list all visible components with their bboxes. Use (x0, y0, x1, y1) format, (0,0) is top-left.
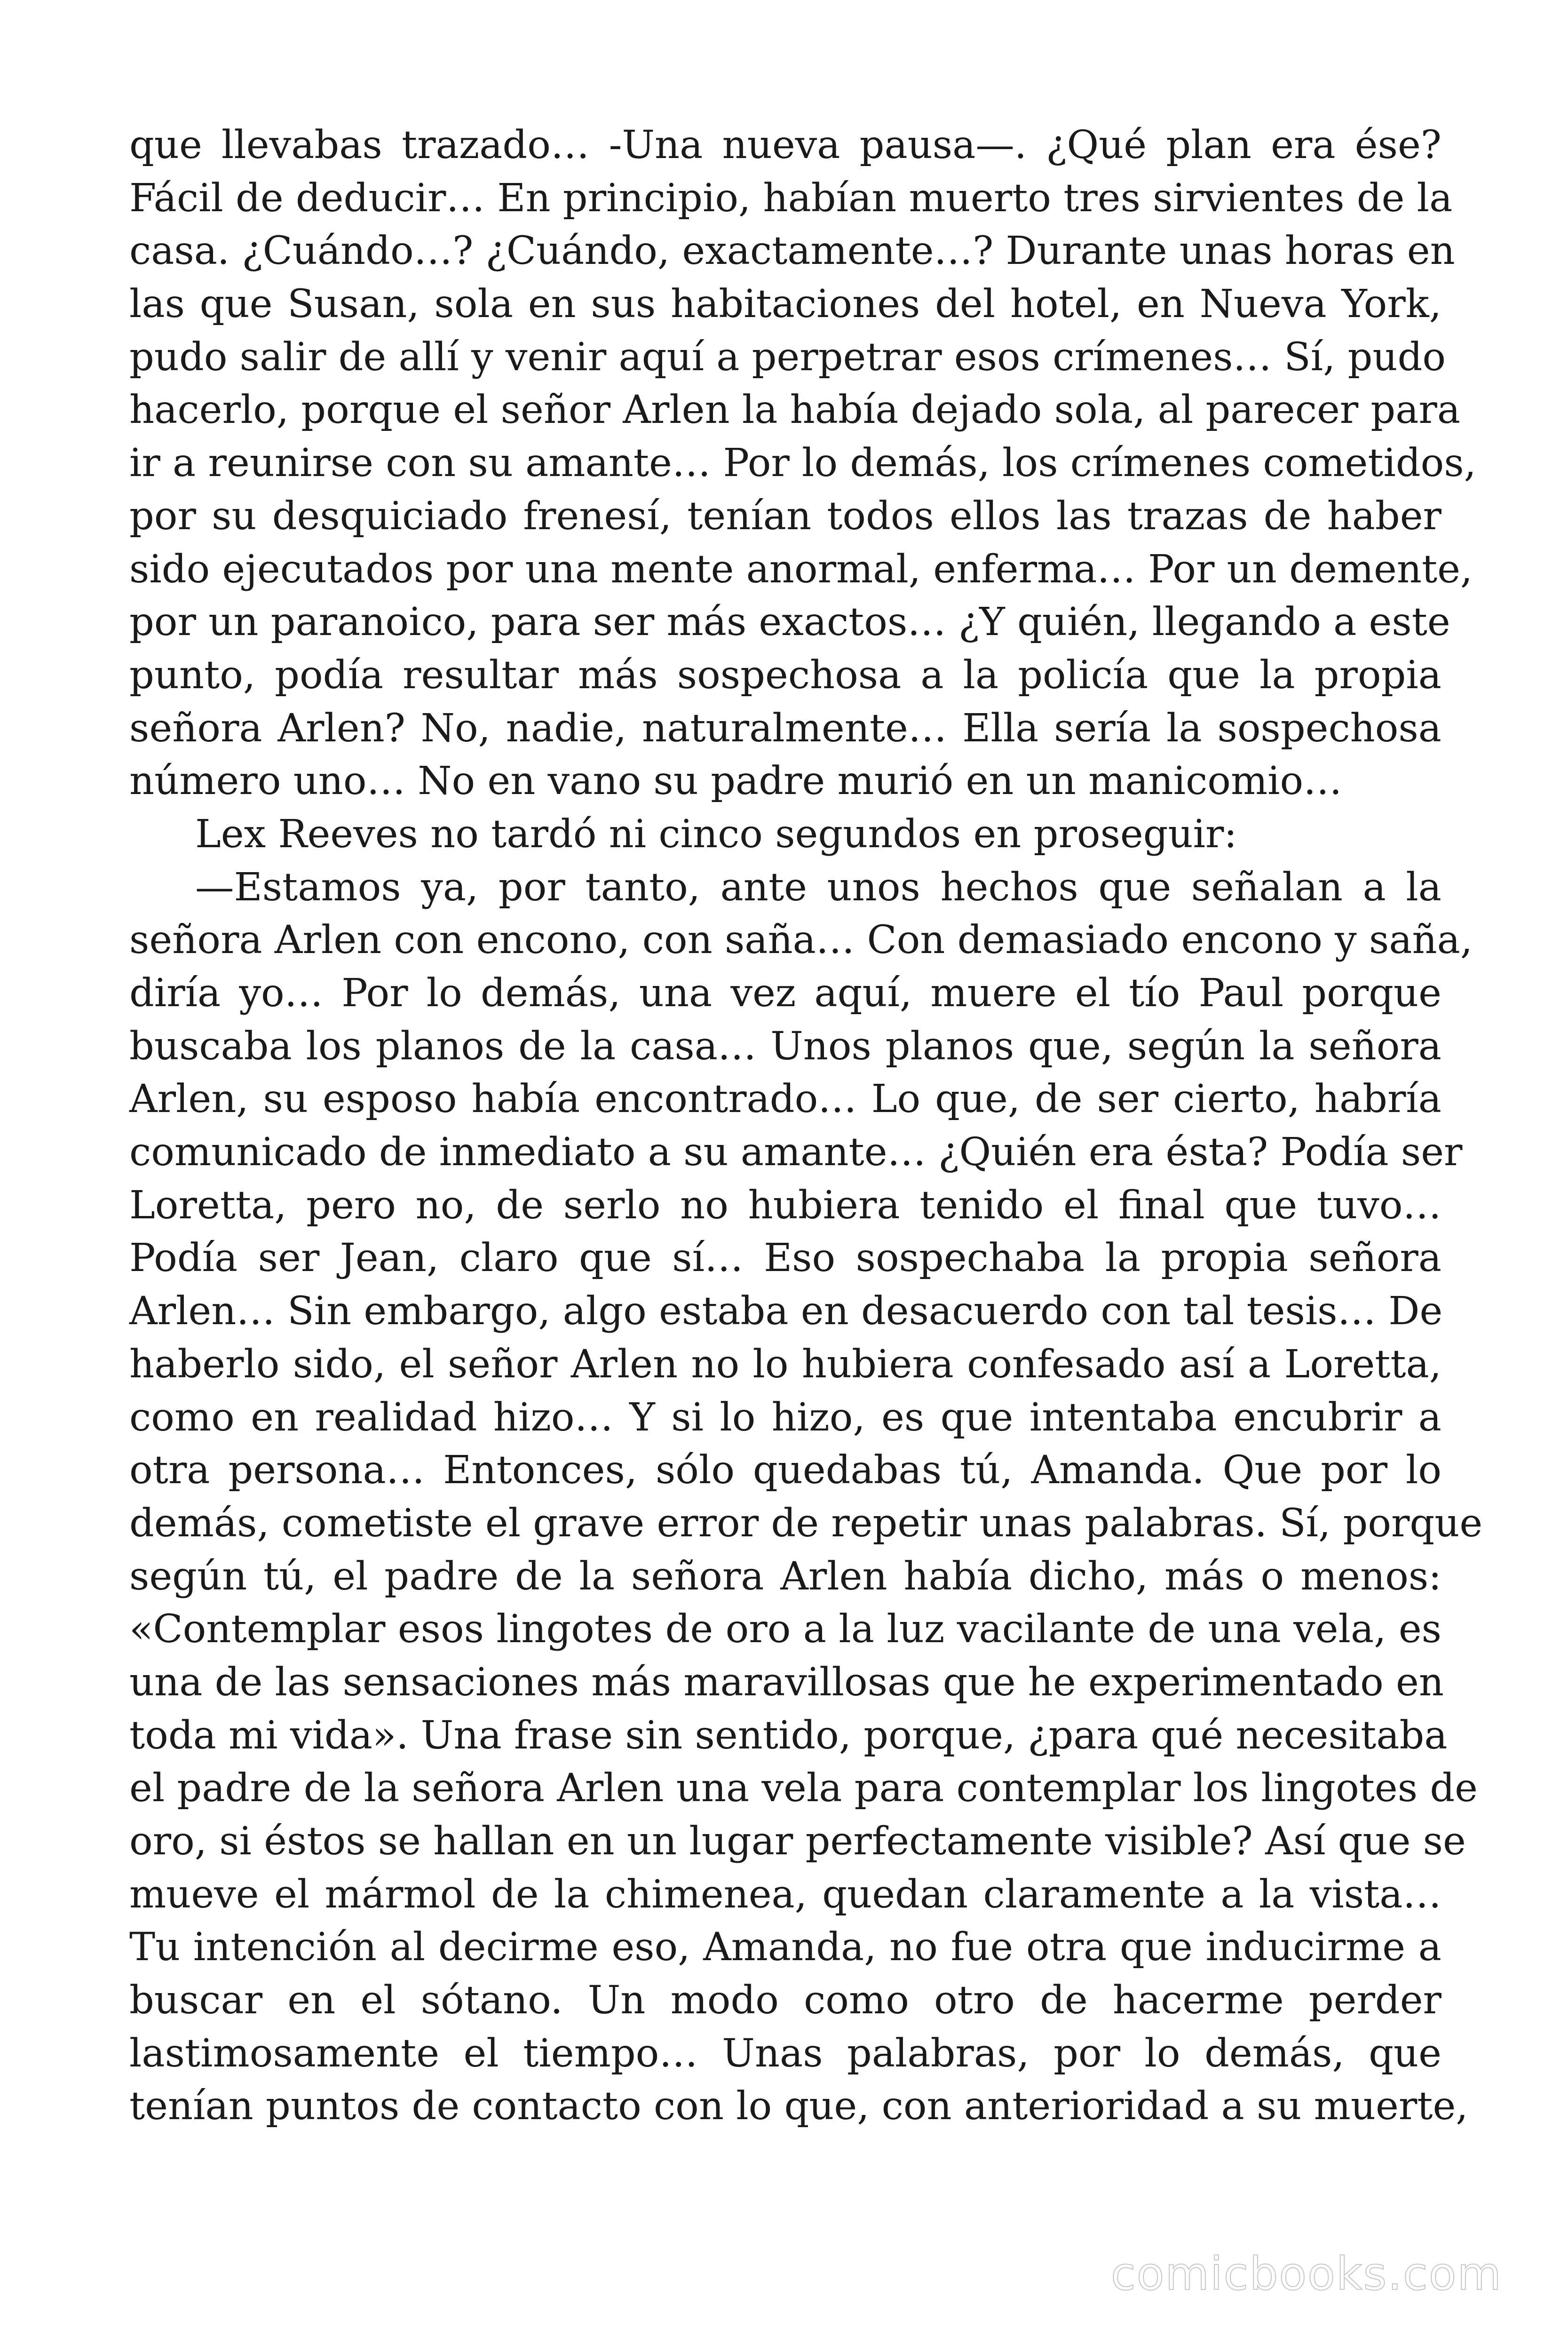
text-line: sido ejecutados por una mente anormal, enferma… Por un demente, (129, 546, 1473, 592)
text-line: «Contemplar esos lingotes de oro a la luz vacilante de una vela, es (129, 1606, 1441, 1652)
text-line: Podía ser Jean, claro que sí… Eso sospechaba la propia señora (129, 1235, 1441, 1281)
text-line: por un paranoico, para ser más exactos… ¿Y quién, llegando a este (129, 599, 1450, 645)
text-line: lastimosamente el tiempo… Unas palabras, por lo demás, que (129, 2030, 1441, 2076)
text-line: pudo salir de allí y venir aquí a perpetrar esos crímenes… Sí, pudo (129, 334, 1446, 380)
text-line: ir a reunirse con su amante… Por lo demás, los crímenes cometidos, (129, 440, 1476, 486)
text-line: las que Susan, sola en sus habitaciones del hotel, en Nueva York, (129, 281, 1441, 327)
text-line: punto, podía resultar más sospechosa a la policía que la propia (129, 652, 1441, 698)
text-line: oro, si éstos se hallan en un lugar perfectamente visible? Así que se (129, 1819, 1466, 1864)
text-line: Tu intención al decirme eso, Amanda, no fue otra que inducirme a (129, 1924, 1441, 1970)
body-text (129, 119, 1483, 2133)
text-line: comunicado de inmediato a su amante… ¿Quién era ésta? Podía ser (129, 1129, 1463, 1175)
text-line: según tú, el padre de la señora Arlen había dicho, más o menos: (129, 1553, 1441, 1599)
text-line: demás, cometiste el grave error de repetir unas palabras. Sí, porque (129, 1500, 1483, 1546)
text-line: una de las sensaciones más maravillosas que he experimentado en (129, 1659, 1444, 1705)
text-line: señora Arlen? No, nadie, naturalmente… Ella sería la sospechosa (129, 705, 1441, 751)
text-line: buscaba los planos de la casa… Unos planos que, según la señora (129, 1023, 1441, 1069)
text-line: haberlo sido, el señor Arlen no lo hubiera confesado así a Loretta, (129, 1341, 1441, 1387)
text-line: el padre de la señora Arlen una vela para contemplar los lingotes de (129, 1765, 1478, 1811)
text-line: Fácil de deducir… En principio, habían muerto tres sirvientes de la (129, 175, 1453, 221)
text-line: que llevabas trazado… -Una nueva pausa—. ¿Qué plan era ése? (129, 122, 1441, 167)
text-line: buscar en el sótano. Un modo como otro de hacerme perder (129, 1978, 1441, 2023)
text-line: como en realidad hizo… Y si lo hizo, es que intentaba encubrir a (129, 1394, 1441, 1440)
text-line: mueve el mármol de la chimenea, quedan claramente a la vista… (129, 1871, 1441, 1917)
text-line: Arlen… Sin embargo, algo estaba en desacuerdo con tal tesis… De (129, 1288, 1443, 1334)
watermark-text: comicbooks.com (1110, 2248, 1502, 2300)
text-line: —Estamos ya, por tanto, ante unos hechos que señalan a la (195, 864, 1441, 910)
text-line: Loretta, pero no, de serlo no hubiera tenido el final que tuvo… (129, 1182, 1441, 1228)
text-line: tenían puntos de contacto con lo que, con anterioridad a su muerte, (129, 2083, 1468, 2129)
text-line: diría yo… Por lo demás, una vez aquí, muere el tío Paul porque (129, 970, 1441, 1016)
text-line: casa. ¿Cuándo…? ¿Cuándo, exactamente…? Durante unas horas en (129, 228, 1455, 274)
text-line: hacerlo, porque el señor Arlen la había dejado sola, al parecer para (129, 387, 1461, 433)
text-line: por su desquiciado frenesí, tenían todos ellos las trazas de haber (129, 493, 1441, 539)
text-line: señora Arlen con encono, con saña… Con demasiado encono y saña, (129, 917, 1473, 963)
text-line: toda mi vida». Una frase sin sentido, porque, ¿para qué necesitaba (129, 1712, 1448, 1758)
text-line: otra persona… Entonces, sólo quedabas tú, Amanda. Que por lo (129, 1447, 1441, 1493)
text-line: Lex Reeves no tardó ni cinco segundos en proseguir: (195, 811, 1237, 857)
text-line: número uno… No en vano su padre murió en un manicomio… (129, 758, 1342, 804)
text-line: Arlen, su esposo había encontrado… Lo que, de ser cierto, habría (129, 1076, 1441, 1122)
